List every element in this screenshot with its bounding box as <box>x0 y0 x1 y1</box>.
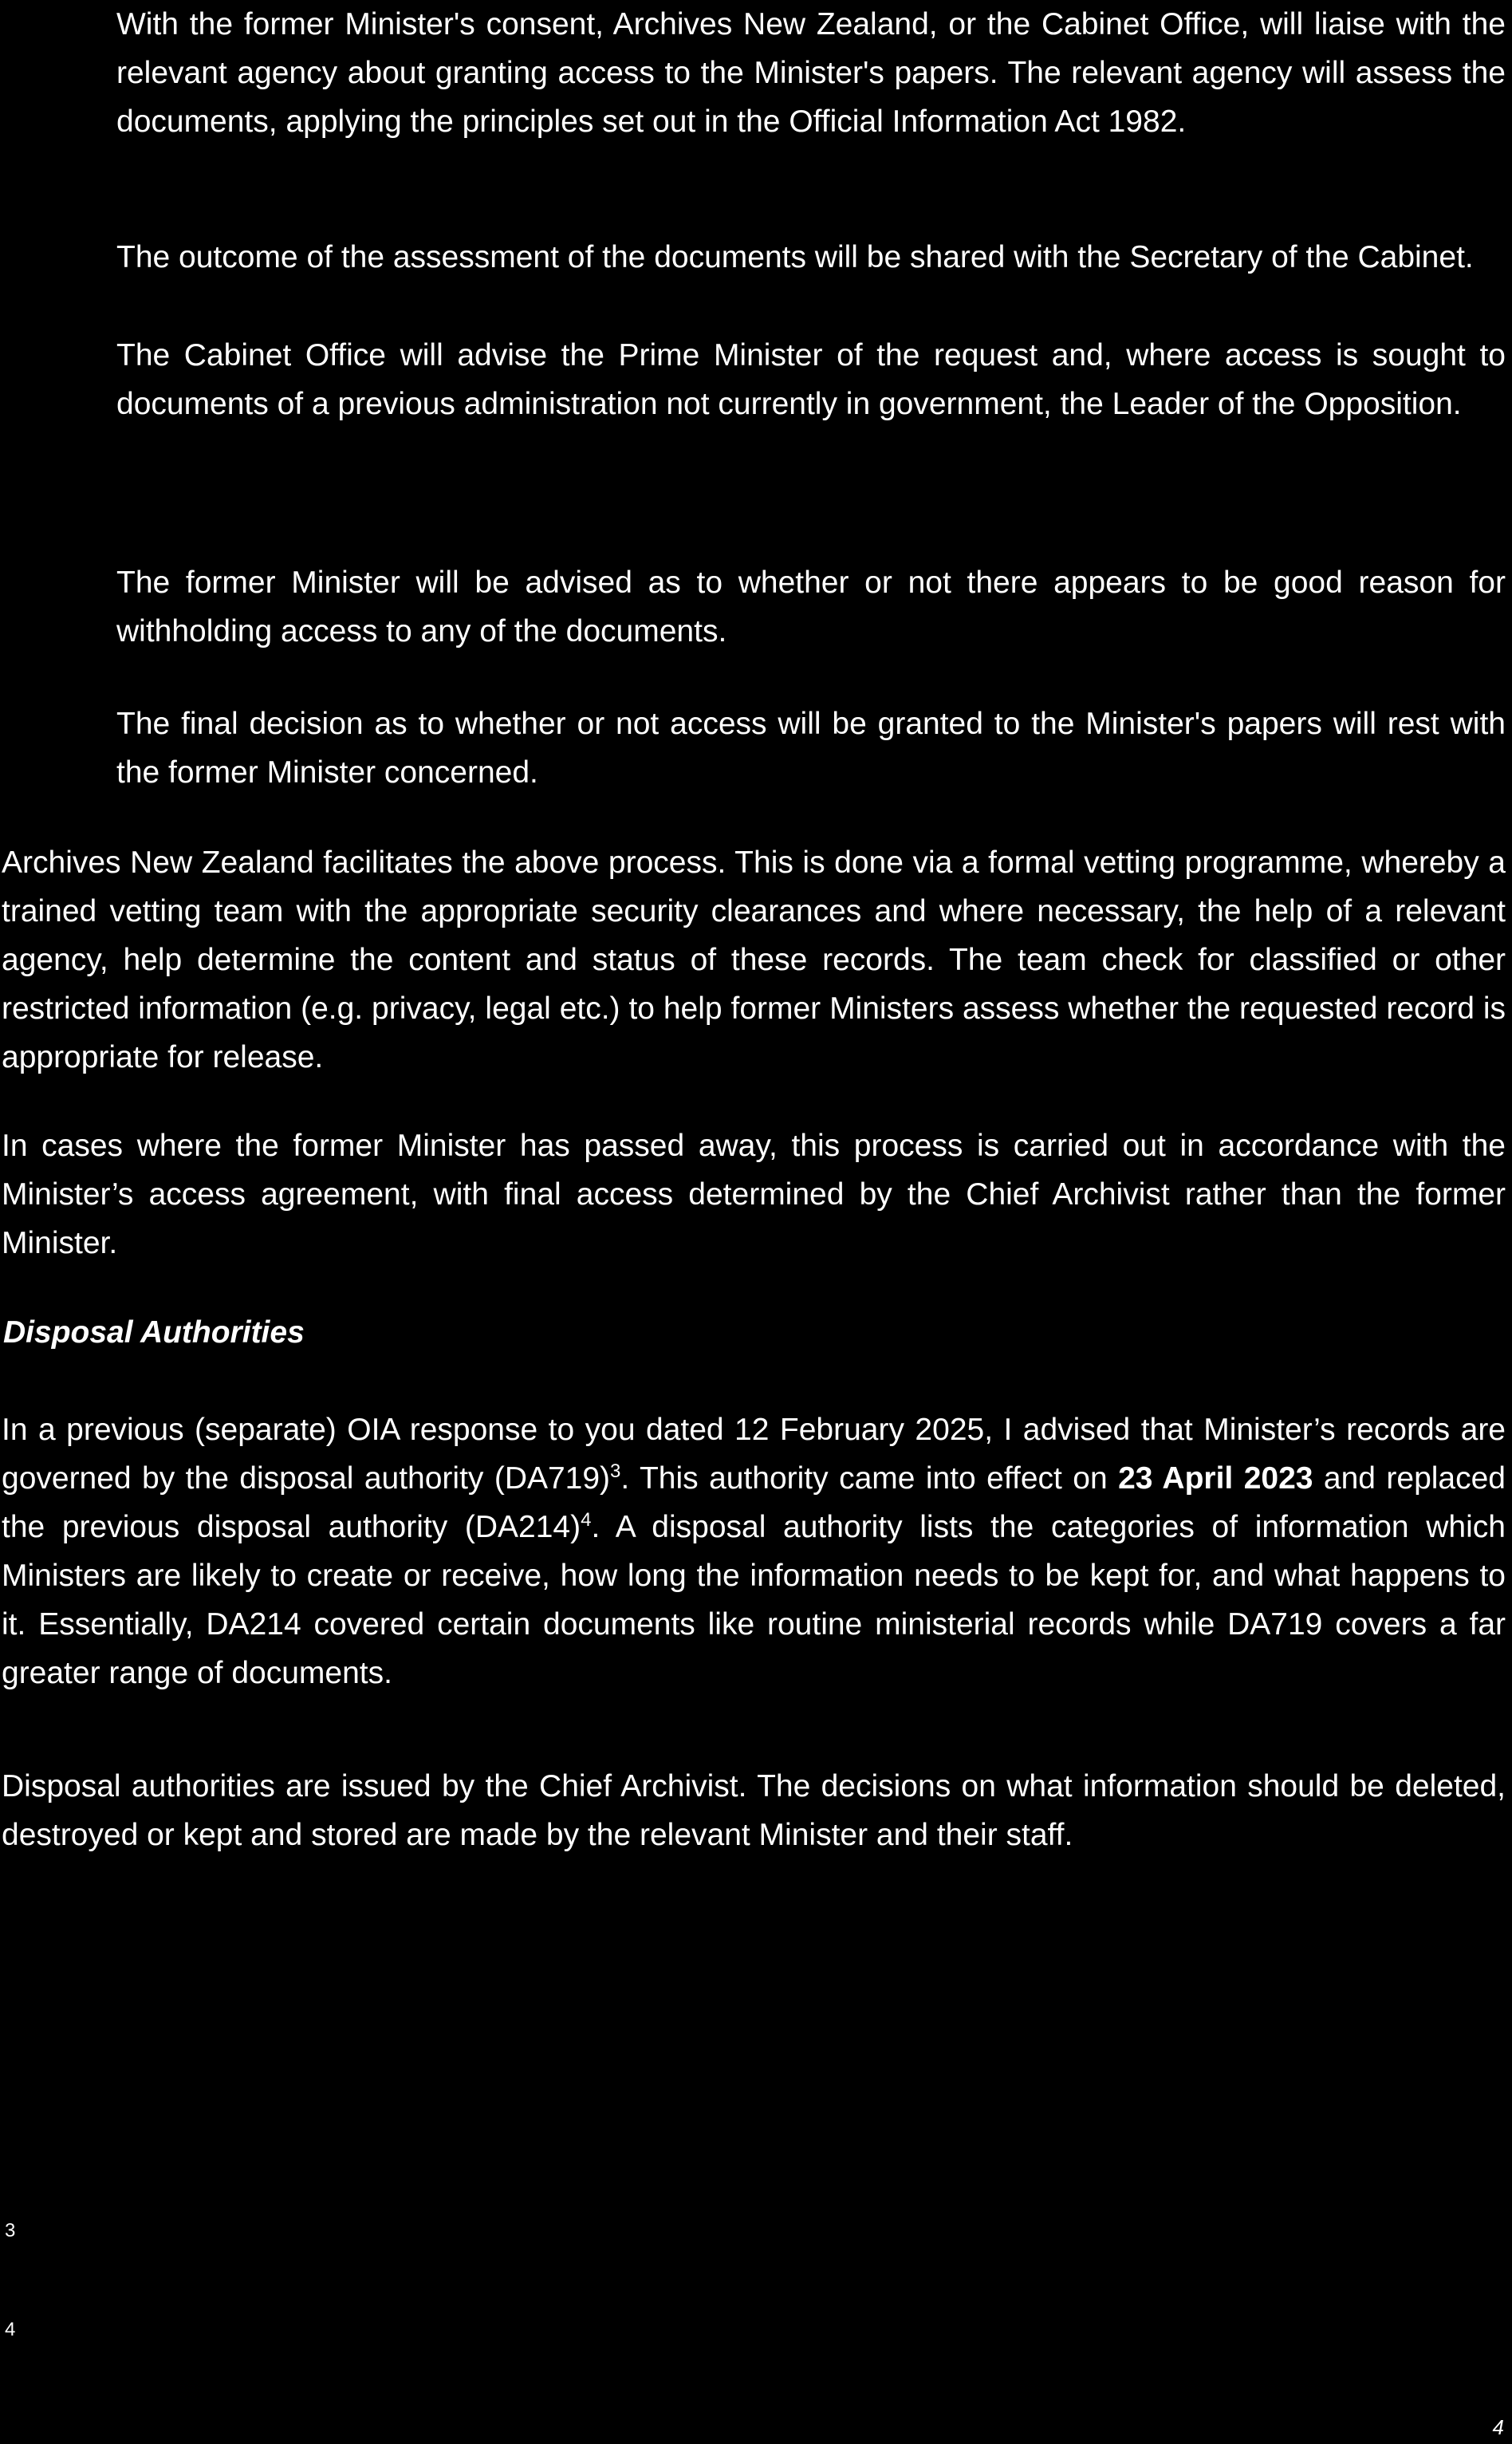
former-minister-advice-paragraph: The former Minister will be advised as to whether or not there appears to be good reason for withholding access to any of the documents. <box>116 566 1506 648</box>
deceased-minister-paragraph: In cases where the former Minister has passed away, this process is carried out in accordance with the Minister’s access agreement, with final access determined by the Chief Archivist rather than the former Minister. <box>2 1129 1506 1260</box>
footnote-3-number: 3 <box>5 2220 16 2241</box>
footnote-ref-3: 3 <box>610 1460 621 1482</box>
page-number: 4 <box>1492 2415 1504 2439</box>
chief-archivist-paragraph: Disposal authorities are issued by the Chief Archivist. The decisions on what information should be deleted, destroyed or kept and stored are made by the relevant Minister and their staff. <box>2 1769 1506 1852</box>
disposal-text-part-2: . This authority came into effect on <box>620 1461 1119 1496</box>
footnote-4-number: 4 <box>5 2319 16 2340</box>
vetting-process-paragraph: Archives New Zealand facilitates the above process. This is done via a formal vetting programme, whereby a trained vetting team with the appropriate security clearances and where necessary, the help of a relevant agency, help determine the content and status of these records. The team check for classified or other restricted information (e.g. privacy, legal etc.) to help former Ministers assess whether the requested record is appropriate for release. <box>2 846 1506 1074</box>
disposal-authorities-heading: Disposal Authorities <box>3 1315 305 1350</box>
disposal-authority-paragraph <box>2 1405 1506 1697</box>
footnote-ref-4: 4 <box>581 1509 592 1531</box>
assessment-outcome-paragraph: The outcome of the assessment of the documents will be shared with the Secretary of the Cabinet. <box>116 240 1474 274</box>
cabinet-office-paragraph: The Cabinet Office will advise the Prime Minister of the request and, where access is sought to documents of a previous administration not currently in government, the Leader of the Opposition. <box>116 338 1506 421</box>
disposal-text-part-1: In a previous (separate) OIA response to you dated 12 February 2025, I advised that Minister’s records are governed by the disposal authority (DA719) <box>2 1413 1506 1496</box>
final-decision-paragraph: The final decision as to whether or not access will be granted to the Minister's papers will rest with the former Minister concerned. <box>116 707 1506 790</box>
disposal-text-part-4: . A disposal authority lists the categories of information which Ministers are likely to create or receive, how long the information needs to be kept for, and what happens to it. Essentially, DA214 covered certain documents like routine ministerial records while DA719 covers a far greater range of documents. <box>2 1510 1506 1690</box>
effective-date: 23 April 2023 <box>1118 1461 1313 1496</box>
consent-paragraph: With the former Minister's consent, Archives New Zealand, or the Cabinet Office, will liaise with the relevant agency about granting access to the Minister's papers. The relevant agency will assess the documents, applying the principles set out in the Official Information Act 1982. <box>116 7 1506 139</box>
disposal-text-part-3: and replaced the previous disposal authority (DA214) <box>2 1461 1506 1544</box>
